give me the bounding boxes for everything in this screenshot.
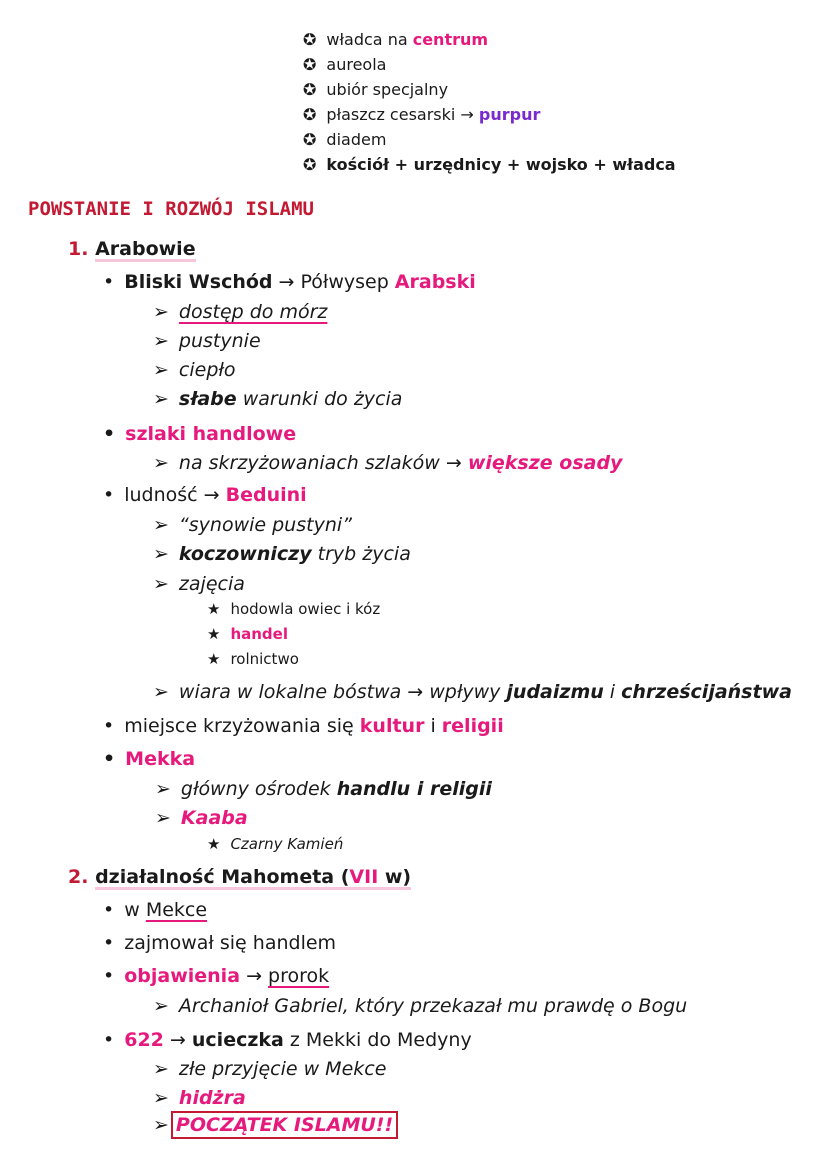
bullet-handel: • zajmował się handlem	[103, 932, 337, 954]
zajecia-rolnictwo: ★ rolnictwo	[207, 650, 299, 668]
top-item-2: ✪ aureola	[303, 55, 387, 74]
arrow-bullet-icon: ➢	[153, 1087, 169, 1109]
bullet-ludnosc: • ludność → Beduini	[103, 484, 307, 506]
sub-pustynie: ➢ pustynie	[153, 330, 261, 352]
arrow-bullet-icon: ➢	[153, 573, 169, 595]
sub-kaaba: ➢ Kaaba	[155, 807, 248, 829]
sub-synowie: ➢ “synowie pustyni”	[153, 514, 352, 536]
bullet-miejsce: • miejsce krzyżowania się kultur i religii	[103, 715, 504, 737]
sub-glowny-osrodek: ➢ główny ośrodek handlu i religii	[155, 778, 492, 800]
top-item-1: ✪ władca na centrum	[303, 30, 489, 49]
arrow-bullet-icon: ➢	[153, 330, 169, 352]
small-star-icon: ★	[207, 600, 221, 618]
arrow-bullet-icon: ➢	[153, 359, 169, 381]
small-star-icon: ★	[207, 650, 221, 668]
top-item-4: ✪ płaszcz cesarski → purpur	[303, 105, 541, 124]
dot-icon: •	[103, 899, 115, 921]
bullet-szlaki: • szlaki handlowe	[103, 423, 297, 445]
bullet-objawienia: • objawienia → prorok	[103, 965, 330, 987]
arrow-bullet-icon: ➢	[153, 1114, 169, 1136]
star-bullet-icon: ✪	[303, 30, 317, 49]
sub-zle-przyjecie: ➢ złe przyjęcie w Mekce	[153, 1058, 387, 1080]
bullet-bliski-wschod: • Bliski Wschód → Półwysep Arabski	[103, 271, 476, 293]
star-bullet-icon: ✪	[303, 105, 317, 124]
arrow-bullet-icon: ➢	[153, 514, 169, 536]
arrow-bullet-icon: ➢	[153, 1058, 169, 1080]
zajecia-hodowla: ★ hodowla owiec i kóz	[207, 600, 381, 618]
arrow-bullet-icon: ➢	[153, 388, 169, 410]
small-star-icon: ★	[207, 625, 221, 643]
sub-archaniol: ➢ Archanioł Gabriel, który przekazał mu prawdę o Bogu	[153, 995, 688, 1017]
section-2-heading: 2. działalność Mahometa (VII w)	[68, 866, 412, 888]
bullet-622: • 622 → ucieczka z Mekki do Medyny	[103, 1029, 472, 1051]
arrow-bullet-icon: ➢	[153, 995, 169, 1017]
poczatek-islamu-box: POCZĄTEK ISLAMU!!	[171, 1111, 398, 1139]
bullet-w-mekce: • w Mekce	[103, 899, 208, 921]
sub-skrzyzowania: ➢ na skrzyżowaniach szlaków → większe osady	[153, 452, 623, 474]
arrow-bullet-icon: ➢	[155, 807, 171, 829]
dot-icon: •	[103, 423, 116, 445]
small-star-icon: ★	[207, 835, 221, 853]
kaaba-kamien: ★ Czarny Kamień	[207, 835, 344, 853]
zajecia-handel: ★ handel	[207, 625, 288, 643]
arrow-bullet-icon: ➢	[155, 778, 171, 800]
sub-poczatek-islamu	[153, 1116, 398, 1135]
dot-icon: •	[103, 748, 116, 770]
star-bullet-icon: ✪	[303, 55, 317, 74]
star-bullet-icon: ✪	[303, 130, 317, 149]
section-1-heading: 1. Arabowie	[68, 238, 196, 260]
star-bullet-icon: ✪	[303, 80, 317, 99]
star-bullet-icon: ✪	[303, 155, 317, 174]
dot-icon: •	[103, 484, 115, 506]
top-item-5: ✪ diadem	[303, 130, 387, 149]
sub-dostep: ➢ dostęp do mórz	[153, 301, 328, 323]
dot-icon: •	[103, 1029, 115, 1051]
sub-hidzra: ➢ hidżra	[153, 1087, 246, 1109]
dot-icon: •	[103, 965, 115, 987]
arrow-bullet-icon: ➢	[153, 681, 169, 703]
bullet-mekka: • Mekka	[103, 748, 196, 770]
dot-icon: •	[103, 271, 115, 293]
sub-koczowniczy: ➢ koczowniczy tryb życia	[153, 543, 411, 565]
sub-wiara: ➢ wiara w lokalne bóstwa → wpływy judaizmu i chrześcijaństwa	[153, 681, 792, 703]
sub-zajecia: ➢ zajęcia	[153, 573, 245, 595]
page-title: POWSTANIE I ROZWÓJ ISLAMU	[28, 198, 314, 220]
arrow-bullet-icon: ➢	[153, 301, 169, 323]
top-item-6: ✪ kościół + urzędnicy + wojsko + władca	[303, 155, 676, 174]
dot-icon: •	[103, 715, 115, 737]
arrow-bullet-icon: ➢	[153, 452, 169, 474]
arrow-bullet-icon: ➢	[153, 543, 169, 565]
top-item-3: ✪ ubiór specjalny	[303, 80, 449, 99]
sub-slabe: ➢ słabe warunki do życia	[153, 388, 403, 410]
sub-cieplo: ➢ ciepło	[153, 359, 236, 381]
dot-icon: •	[103, 932, 115, 954]
